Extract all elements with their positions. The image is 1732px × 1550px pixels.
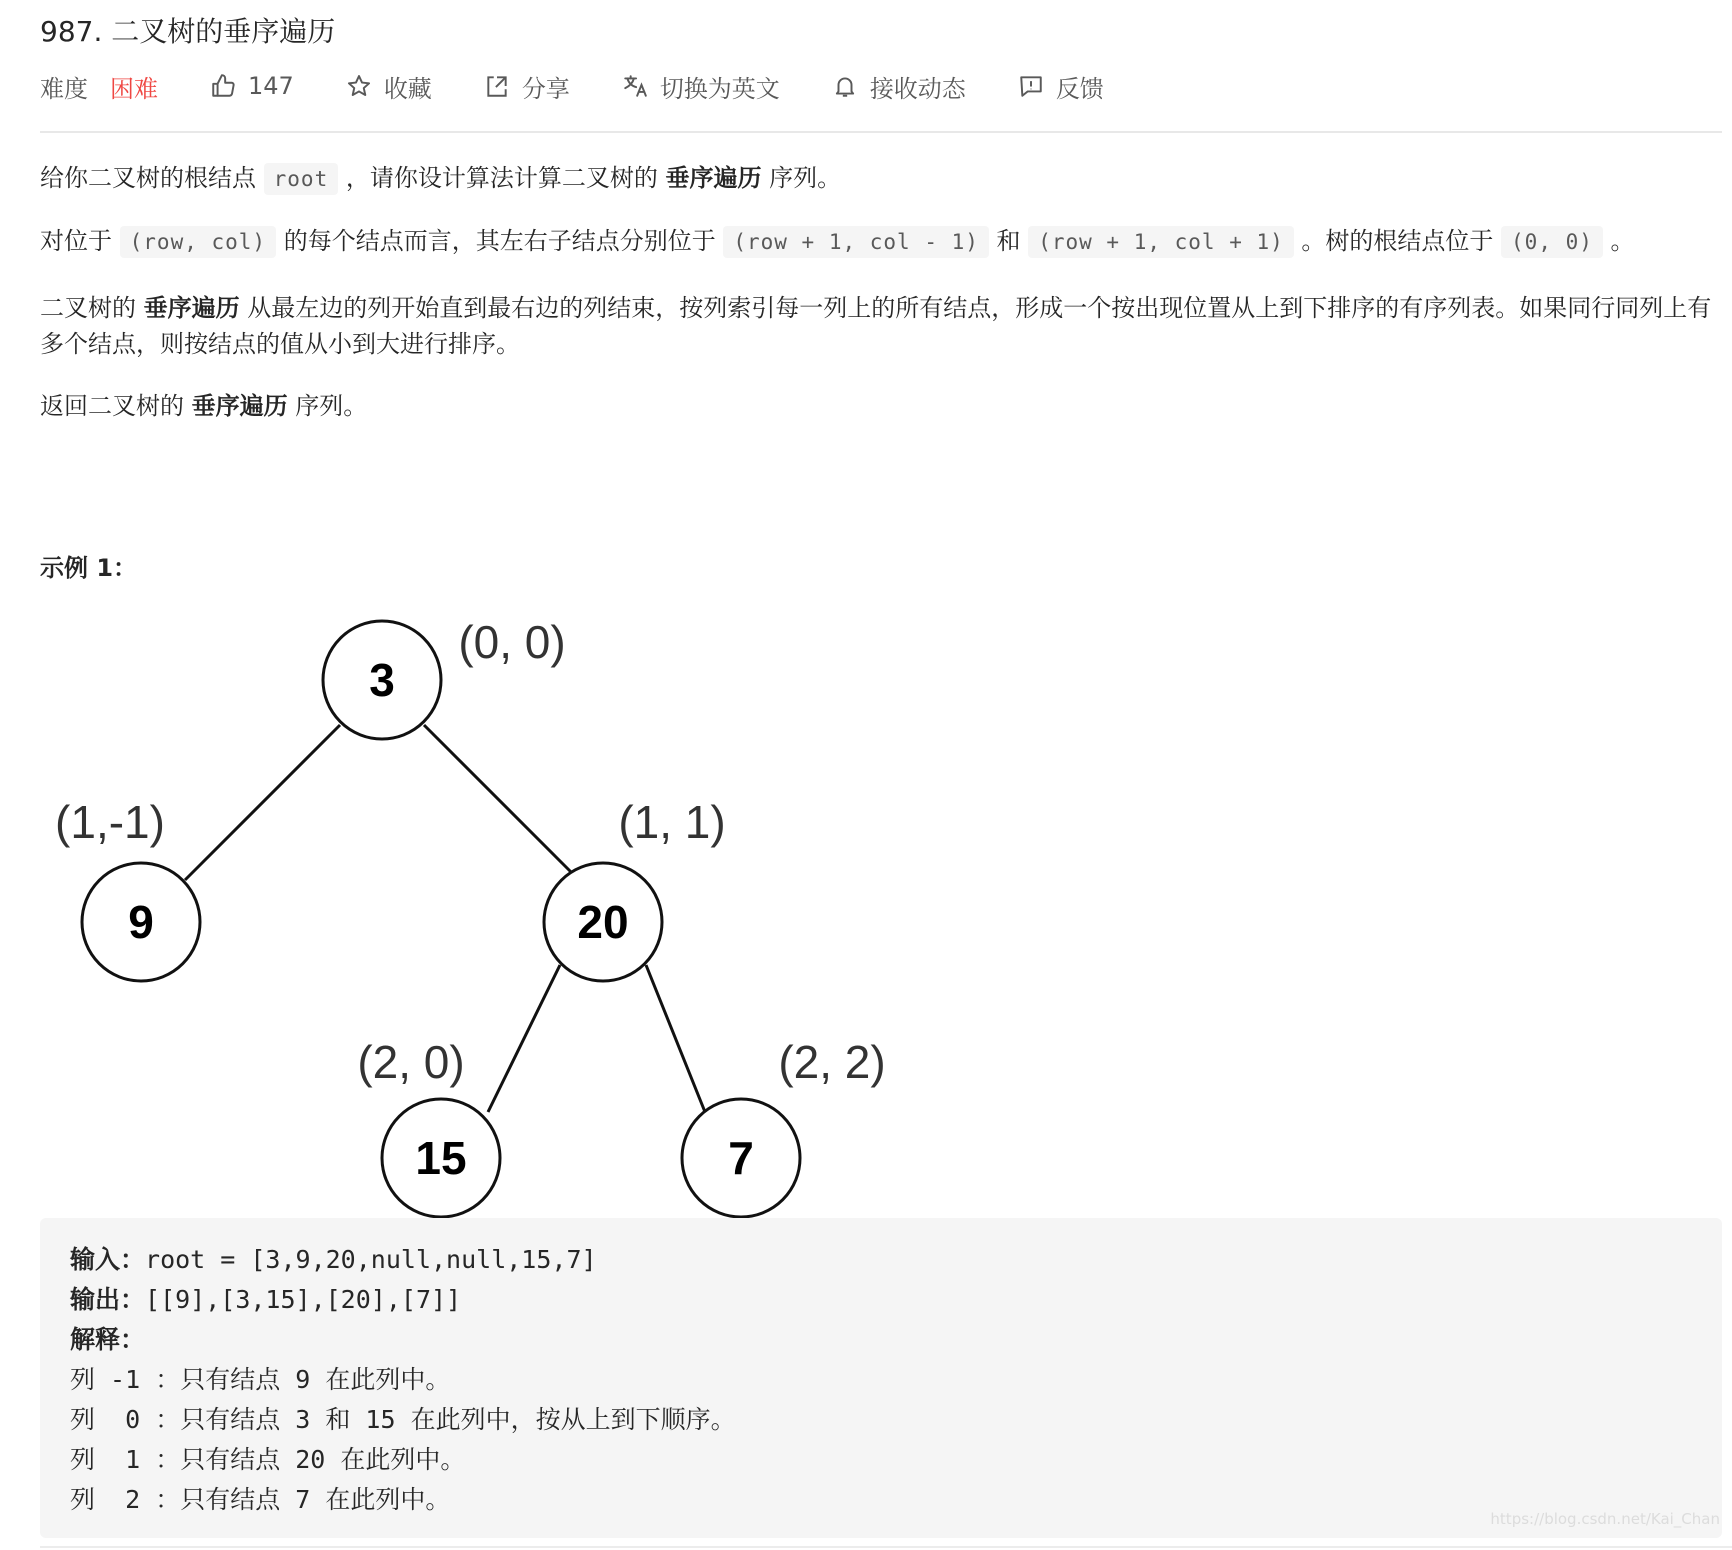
feedback-button[interactable]	[1018, 69, 1104, 104]
example-code-block	[40, 1218, 1722, 1538]
description-paragraph-2	[40, 223, 1726, 260]
input-label: 输入：	[70, 1245, 146, 1274]
difficulty-label: 难度	[40, 74, 88, 103]
description-paragraph-1	[40, 160, 1726, 197]
description-paragraph-3	[40, 290, 1726, 362]
switch-language-button[interactable]	[622, 69, 780, 104]
tree-node-2	[544, 796, 726, 981]
inline-code-row-col: (row, col)	[120, 226, 276, 258]
problem-title: 987. 二叉树的垂序遍历	[40, 15, 336, 48]
description-paragraph-4	[40, 388, 1726, 424]
like-count: 147	[248, 72, 294, 100]
collect-label: 收藏	[383, 74, 432, 103]
text: 从最左边的列开始直到最右边的列结束，按列索引每一列上的所有结点，形成一个按出现位置从上到下排序的有序列表。如果同行同列上有多个结点，则按结点的值从小到大进行排序。	[40, 294, 1712, 358]
feedback-label: 反馈	[1055, 74, 1104, 103]
text: 的每个结点而言，其左右子结点分别位于	[276, 227, 724, 255]
bottom-divider	[40, 1546, 1732, 1548]
tree-node-1	[55, 796, 200, 981]
bold-term: 垂序遍历	[191, 392, 288, 420]
text: 给你二叉树的根结点	[40, 164, 264, 192]
text: 序列。	[761, 164, 842, 192]
feedback-icon	[1018, 73, 1044, 99]
node-coordinate-label: (2, 0)	[357, 1036, 465, 1088]
share-label: 分享	[521, 74, 570, 103]
output-label: 输出：	[70, 1285, 146, 1314]
node-coordinate-label: (1, 1)	[618, 796, 726, 848]
text: 对位于	[40, 227, 120, 255]
collect-button[interactable]	[346, 69, 432, 104]
example-title: 示例 1：	[40, 554, 138, 582]
example-output-line	[70, 1280, 1692, 1320]
node-value: 9	[128, 896, 154, 948]
watermark: https://blog.csdn.net/Kai_Chan	[1490, 1510, 1720, 1528]
text: 和	[988, 227, 1029, 255]
input-value: root = [3,9,20,null,null,15,7]	[145, 1245, 597, 1274]
tree-node-3	[357, 1036, 500, 1217]
node-coordinate-label: (2, 2)	[778, 1036, 886, 1088]
node-value: 20	[577, 896, 629, 948]
text: 返回二叉树的	[40, 392, 192, 420]
difficulty-value: 困难	[110, 74, 158, 103]
tree-node-4	[682, 1036, 886, 1217]
star-icon	[346, 73, 372, 99]
node-value: 7	[728, 1132, 754, 1184]
inline-code-right-child: (row + 1, col + 1)	[1028, 226, 1294, 258]
tree-edge	[646, 965, 705, 1112]
translate-icon	[622, 73, 648, 99]
problem-meta-bar	[40, 66, 1156, 106]
switch-language-label: 切换为英文	[659, 74, 780, 103]
header-divider	[40, 131, 1722, 133]
tree-edge	[424, 725, 579, 880]
tree-edge	[185, 725, 340, 880]
thumbs-up-icon	[210, 73, 236, 99]
example-input-line	[70, 1240, 1692, 1280]
node-value: 15	[415, 1132, 467, 1184]
text: 。	[1602, 227, 1635, 255]
explain-line: 列 1 ：只有结点 20 在此列中。	[70, 1445, 466, 1474]
text: 二叉树的	[40, 294, 144, 322]
bold-term: 垂序遍历	[665, 164, 762, 192]
problem-description	[40, 160, 1726, 450]
like-button[interactable]	[210, 72, 294, 100]
node-coordinate-label: (1,-1)	[55, 796, 165, 848]
explain-line: 列 -1 ：只有结点 9 在此列中。	[70, 1365, 451, 1394]
tree-edge	[488, 965, 560, 1112]
text: ，请你设计算法计算二叉树的	[338, 164, 666, 192]
text: 序列。	[287, 392, 368, 420]
tree-node-0	[323, 616, 566, 739]
explain-line: 列 0 ：只有结点 3 和 15 在此列中，按从上到下顺序。	[70, 1405, 736, 1434]
share-icon	[484, 73, 510, 99]
notify-label: 接收动态	[869, 74, 966, 103]
explain-line: 列 2 ：只有结点 7 在此列中。	[70, 1485, 451, 1514]
output-value: [[9],[3,15],[20],[7]]	[145, 1285, 462, 1314]
bell-icon	[832, 73, 858, 99]
bold-term: 垂序遍历	[143, 294, 240, 322]
node-value: 3	[369, 654, 395, 706]
inline-code-root: root	[264, 163, 339, 195]
notify-button[interactable]	[832, 69, 966, 104]
text: 。树的根结点位于	[1293, 227, 1502, 255]
inline-code-root-position: (0, 0)	[1501, 226, 1603, 258]
node-coordinate-label: (0, 0)	[458, 616, 566, 668]
share-button[interactable]	[484, 69, 570, 104]
explain-label: 解释：	[70, 1325, 146, 1354]
example-tree-diagram	[40, 600, 920, 1220]
inline-code-left-child: (row + 1, col - 1)	[723, 226, 989, 258]
